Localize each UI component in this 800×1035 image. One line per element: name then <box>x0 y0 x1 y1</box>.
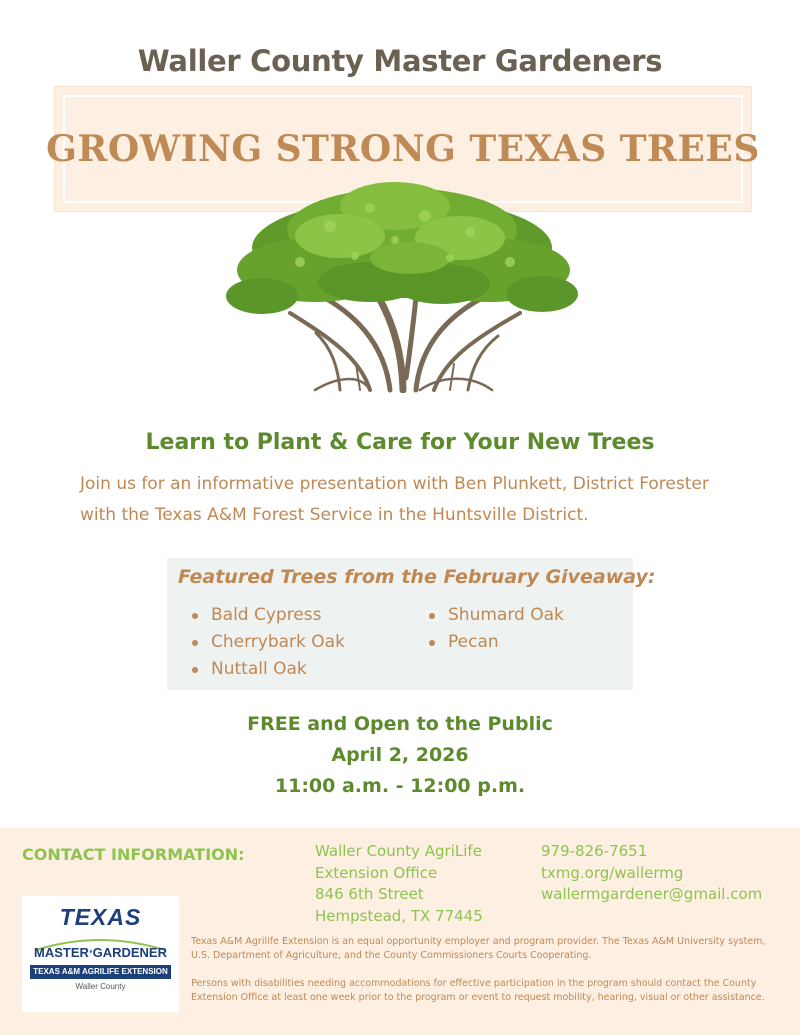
featured-trees-panel <box>167 558 656 690</box>
list-item <box>191 602 345 629</box>
address-line: Hempstead, TX 77445 <box>315 906 483 925</box>
contact-footer <box>0 828 800 1035</box>
contact-address <box>315 841 483 927</box>
event-title: GROWING STRONG TEXAS TREES <box>46 128 760 170</box>
tree-list-column-2 <box>428 602 564 656</box>
tree-name: Pecan <box>448 632 499 652</box>
subheading: Learn to Plant & Care for Your New Trees <box>145 430 655 455</box>
tree-name: Nuttall Oak <box>211 659 307 679</box>
logo-master-gardener <box>34 944 167 960</box>
tree-name: Shumard Oak <box>448 605 564 625</box>
list-item <box>191 629 345 656</box>
event-date: April 2, 2026 <box>331 744 469 766</box>
bullet-icon <box>429 613 435 619</box>
tree-name: Bald Cypress <box>211 605 322 625</box>
bullet-icon <box>192 613 198 619</box>
tree-list-column-1 <box>191 602 345 683</box>
list-item <box>428 629 564 656</box>
bullet-icon <box>429 640 435 646</box>
contact-email-link[interactable]: wallermgardener@gmail.com <box>541 885 763 903</box>
equal-opportunity-statement: Texas A&M Agrilife Extension is an equal opportunity employer and program provider. The Texas A&M University system, U.S. Department of Agriculture, and the County Commissioners Courts Cooperating. <box>191 936 766 961</box>
bullet-icon <box>192 667 198 673</box>
address-line: Waller County AgriLife <box>315 842 482 860</box>
logo-county-text: Waller County <box>75 982 126 991</box>
tree-name: Cherrybark Oak <box>211 632 345 652</box>
texas-master-gardener-logo <box>22 896 179 1012</box>
intro-description: Join us for an informative presentation with Ben Plunkett, District Forester with the Texas A&M Forest Service in the Huntsville District. <box>80 474 709 525</box>
logo-texas-text: TEXAS <box>59 904 142 930</box>
event-admission: FREE and Open to the Public <box>247 713 553 735</box>
logo-master-text: MASTER <box>34 944 89 960</box>
contact-online <box>541 841 762 906</box>
list-item <box>191 656 345 683</box>
bullet-icon <box>192 640 198 646</box>
featured-trees-heading: Featured Trees from the February Giveaway: <box>178 566 656 588</box>
address-line: 846 6th Street <box>315 885 424 903</box>
event-time: 11:00 a.m. - 12:00 p.m. <box>274 775 526 797</box>
contact-phone[interactable]: 979-826-7651 <box>541 842 648 860</box>
org-name: Waller County Master Gardeners <box>137 44 663 78</box>
list-item <box>428 602 564 629</box>
contact-website-link[interactable]: txmg.org/wallermg <box>541 863 684 882</box>
address-line: Extension Office <box>315 863 438 882</box>
logo-extension-bar: TEXAS A&M AGRILIFE EXTENSION <box>30 965 171 979</box>
tree-illustration-icon <box>220 178 585 393</box>
accessibility-statement: Persons with disabilities needing accommodations for effective participation in the program should contact the County Extension Office at least one week prior to the program or event to request mobility, hearing, visual or other assistance. <box>191 978 765 1003</box>
logo-gardener-text: GARDENER <box>92 944 167 960</box>
contact-heading: CONTACT INFORMATION: <box>22 845 245 864</box>
